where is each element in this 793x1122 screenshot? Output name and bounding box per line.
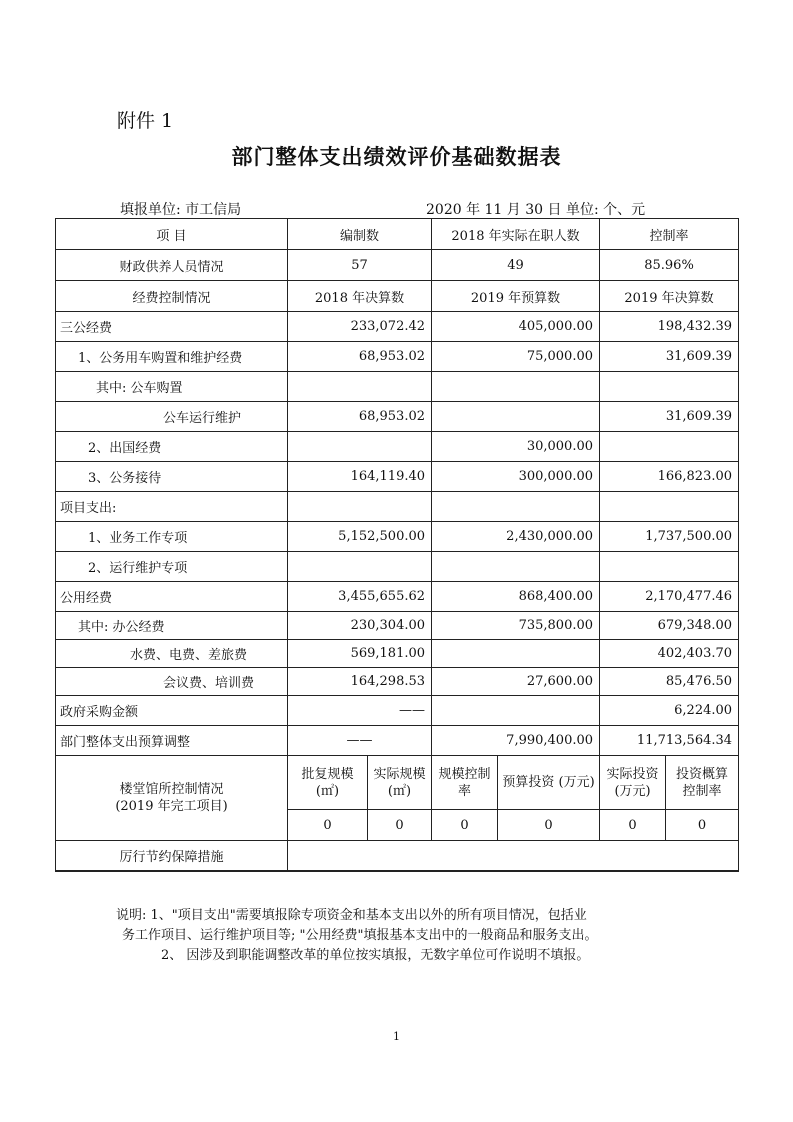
annex-label: 附件 1 (117, 110, 174, 132)
note-line-3: 2、 因涉及到职能调整改革的单位按实填报，无数字单位可作说明不填报。 (161, 948, 590, 963)
building-budget-invest-header: 预算投资 (万元) (498, 756, 600, 810)
budget-header-2019-budget: 2019 年预算数 (432, 281, 600, 312)
row-2019-budget: 7,990,400.00 (432, 726, 600, 756)
row-2019-final: 1,737,500.00 (600, 522, 739, 552)
row-2018-final: 230,304.00 (288, 612, 432, 640)
row-2018-final: 3,455,655.62 (288, 582, 432, 612)
row-2018-final: 233,072.42 (288, 312, 432, 342)
building-approved-scale-header: 批复规模 (㎡) (288, 756, 368, 810)
row-2018-final: 569,181.00 (288, 640, 432, 668)
building-actual-invest-value: 0 (600, 810, 666, 841)
measures-row (56, 841, 739, 871)
budget-header-row (56, 281, 739, 312)
row-label: 部门整体支出预算调整 (56, 726, 288, 756)
row-label: 其中: 公车购置 (56, 372, 288, 402)
row-2019-budget (432, 372, 600, 402)
row-2018-final: 68,953.02 (288, 342, 432, 372)
row-2019-final (600, 372, 739, 402)
building-invest-rate-header: 投资概算控制率 (666, 756, 739, 810)
row-2019-final (600, 492, 739, 522)
row-label: 会议费、培训费 (56, 668, 288, 696)
note-line-2: 务工作项目、运行维护项目等; "公用经费"填报基本支出中的一般商品和服务支出。 (122, 928, 598, 943)
row-2018-final: 68,953.02 (288, 402, 432, 432)
table-row (56, 582, 739, 612)
building-label (56, 756, 288, 841)
row-2019-final: 85,476.50 (600, 668, 739, 696)
row-2019-budget (432, 696, 600, 726)
row-2018-final: —— (288, 696, 432, 726)
table-row (56, 492, 739, 522)
building-scale-rate-header: 规模控制率 (432, 756, 498, 810)
row-label: 政府采购金额 (56, 696, 288, 726)
note-line-1: 说明: 1、"项目支出"需要填报除专项资金和基本支出以外的所有项目情况，包括业 (116, 908, 587, 923)
row-2019-budget: 735,800.00 (432, 612, 600, 640)
staff-quota-value: 57 (288, 250, 432, 281)
header-actual-staff: 2018 年实际在职人数 (432, 219, 600, 250)
row-2019-budget (432, 552, 600, 582)
table-row (56, 462, 739, 492)
notes-section (116, 906, 716, 966)
row-label: 1、业务工作专项 (56, 522, 288, 552)
row-2019-budget: 75,000.00 (432, 342, 600, 372)
table-row (56, 432, 739, 462)
row-2019-budget (432, 640, 600, 668)
report-date-unit: 2020 年 11 月 30 日 单位: 个、元 (426, 202, 646, 218)
header-staffing-quota: 编制数 (288, 219, 432, 250)
building-budget-invest-value: 0 (498, 810, 600, 841)
row-2019-final: 679,348.00 (600, 612, 739, 640)
row-label: 2、运行维护专项 (56, 552, 288, 582)
row-2018-final (288, 492, 432, 522)
table-row (56, 668, 739, 696)
row-2018-final: 5,152,500.00 (288, 522, 432, 552)
row-2019-final: 11,713,564.34 (600, 726, 739, 756)
table-row (56, 640, 739, 668)
building-scale-rate-value: 0 (432, 810, 498, 841)
row-2019-budget: 868,400.00 (432, 582, 600, 612)
table-row (56, 312, 739, 342)
table-header-row (56, 219, 739, 250)
row-2019-budget: 405,000.00 (432, 312, 600, 342)
row-label: 其中: 办公经费 (56, 612, 288, 640)
building-actual-scale-value: 0 (368, 810, 432, 841)
table-row (56, 342, 739, 372)
row-2018-final (288, 372, 432, 402)
page-title: 部门整体支出绩效评价基础数据表 (231, 144, 562, 169)
row-label: 2、出国经费 (56, 432, 288, 462)
row-label: 水费、电费、差旅费 (56, 640, 288, 668)
row-2019-budget: 27,600.00 (432, 668, 600, 696)
staff-label: 财政供养人员情况 (56, 250, 288, 281)
table-row (56, 552, 739, 582)
measures-value (288, 841, 739, 871)
table-row (56, 612, 739, 640)
row-2019-final: 198,432.39 (600, 312, 739, 342)
row-2019-budget: 30,000.00 (432, 432, 600, 462)
row-2019-budget (432, 402, 600, 432)
row-2019-budget: 2,430,000.00 (432, 522, 600, 552)
staff-row (56, 250, 739, 281)
row-label: 3、公务接待 (56, 462, 288, 492)
row-2019-budget: 300,000.00 (432, 462, 600, 492)
row-2018-final (288, 552, 432, 582)
header-control-rate: 控制率 (600, 219, 739, 250)
budget-header-label: 经费控制情况 (56, 281, 288, 312)
table-row (56, 726, 739, 756)
row-2019-final: 6,224.00 (600, 696, 739, 726)
row-label: 1、公务用车购置和维护经费 (56, 342, 288, 372)
row-label: 公车运行维护 (56, 402, 288, 432)
budget-header-2019-final: 2019 年决算数 (600, 281, 739, 312)
table-row (56, 402, 739, 432)
row-2019-final: 402,403.70 (600, 640, 739, 668)
reporting-unit: 填报单位: 市工信局 (120, 202, 242, 218)
row-label: 项目支出: (56, 492, 288, 522)
row-2019-final (600, 552, 739, 582)
row-2018-final (288, 432, 432, 462)
table-row (56, 696, 739, 726)
building-header-row (56, 756, 739, 810)
row-2019-budget (432, 492, 600, 522)
building-label-line1: 楼堂馆所控制情况 (119, 782, 224, 797)
row-label: 三公经费 (56, 312, 288, 342)
row-2019-final: 31,609.39 (600, 402, 739, 432)
building-label-line2: (2019 年完工项目) (115, 799, 228, 814)
row-2019-final: 166,823.00 (600, 462, 739, 492)
row-label: 公用经费 (56, 582, 288, 612)
staff-actual-value: 49 (432, 250, 600, 281)
row-2019-final (600, 432, 739, 462)
measures-label: 厉行节约保障措施 (56, 841, 288, 871)
row-2018-final: 164,298.53 (288, 668, 432, 696)
row-2019-final: 31,609.39 (600, 342, 739, 372)
staff-rate-value: 85.96% (600, 250, 739, 281)
budget-header-2018-final: 2018 年决算数 (288, 281, 432, 312)
row-2018-final: —— (288, 726, 432, 756)
row-2019-final: 2,170,477.46 (600, 582, 739, 612)
table-row (56, 522, 739, 552)
header-item: 项 目 (56, 219, 288, 250)
performance-data-table (55, 218, 739, 872)
page-number: 1 (393, 1030, 400, 1043)
building-invest-rate-value: 0 (666, 810, 739, 841)
table-row (56, 372, 739, 402)
building-actual-invest-header: 实际投资 (万元) (600, 756, 666, 810)
building-actual-scale-header: 实际规模(㎡) (368, 756, 432, 810)
building-approved-scale-value: 0 (288, 810, 368, 841)
row-2018-final: 164,119.40 (288, 462, 432, 492)
